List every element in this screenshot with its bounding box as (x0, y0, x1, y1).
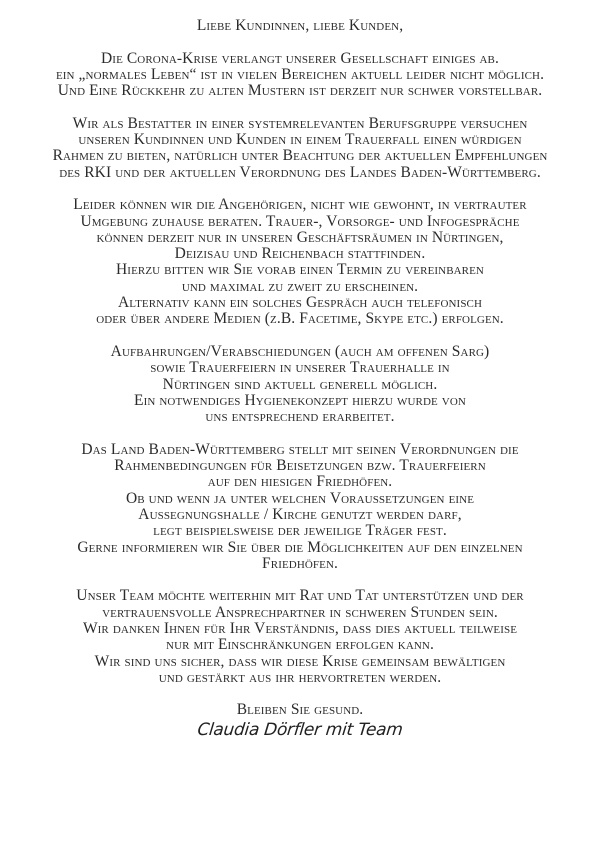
text-line: Ob und wenn ja unter welchen Voraussetzungen eine (125, 489, 475, 507)
letter-greeting (0, 18, 600, 34)
paragraph-team-support (0, 588, 600, 686)
text-line: des RKI und der aktuellen Verordnung des Landes Baden-Württemberg. (59, 163, 541, 181)
paragraph-funeral-services (0, 116, 600, 181)
text-line: Deizisau und Reichenbach stattfinden. (174, 245, 426, 263)
text-line: uns entsprechend erarbeitet. (205, 408, 395, 426)
text-line: Umgebung zuhause beraten. Trauer-, Vorsorge- und Infogespräche (80, 212, 520, 230)
text-line: Alternativ kann ein solches Gespräch auch telefonisch (117, 294, 483, 312)
text-line: unseren Kundinnen und Kunden in einem Trauerfall einen würdigen (78, 131, 522, 149)
text-line: vertrauensvolle Ansprechpartner in schweren Stunden sein. (102, 603, 498, 621)
text-line: Die Corona-Krise verlangt unserer Gesellschaft einiges ab. (101, 49, 499, 67)
letter (0, 18, 600, 741)
text-line: können derzeit nur in unseren Geschäftsräumen in Nürtingen, (96, 228, 504, 246)
text-line: Hierzu bitten wir Sie vorab einen Termin zu vereinbaren (116, 261, 484, 279)
paragraph-consultations (0, 197, 600, 327)
text-line: oder über andere Medien (z.B. Facetime, Skype etc.) erfolgen. (96, 310, 504, 328)
text-line: Leider können wir die Angehörigen, nicht wie gewohnt, in vertrauter (73, 196, 527, 214)
greeting-line: Liebe Kundinnen, liebe Kunden, (196, 17, 404, 34)
text-line: Wir als Bestatter in einer systemrelevanten Berufsgruppe versuchen (72, 114, 528, 132)
paragraph-viewings (0, 344, 600, 425)
text-line: Gerne informieren wir Sie über die Möglichkeiten auf den einzelnen (77, 538, 523, 556)
text-line: Unser Team möchte weiterhin mit Rat und Tat unterstützen und der (76, 587, 524, 605)
text-line: legt beispielsweise der jeweilige Träger fest. (153, 522, 447, 540)
text-line: nur mit Einschränkungen erfolgen kann. (166, 636, 434, 654)
text-line: und maximal zu zweit zu erscheinen. (181, 277, 419, 295)
closing-line: Bleiben Sie gesund. (236, 701, 364, 719)
text-line: Wir danken Ihnen für Ihr Verständnis, dass dies aktuell teilweise (82, 619, 518, 637)
text-line: Aussegnungshalle / Kirche genutzt werden darf, (138, 505, 462, 523)
text-line: Wir sind uns sicher, dass wir diese Krise gemeinsam bewältigen (94, 652, 506, 670)
text-line: Rahmenbedingungen für Beisetzungen bzw. Trauerfeiern (114, 457, 486, 475)
signature: Claudia Dörfler mit Team (196, 719, 404, 740)
text-line: Friedhöfen. (262, 554, 338, 572)
text-line: Rahmen zu bieten, natürlich unter Beachtung der aktuellen Empfehlungen (52, 147, 548, 165)
text-line: Aufbahrungen/Verabschiedungen (auch am offenen Sarg) (110, 342, 490, 360)
text-line: Und Eine Rückkehr zu alten Mustern ist derzeit nur schwer vorstellbar. (57, 82, 543, 100)
text-line: und gestärkt aus ihr hervortreten werden. (158, 668, 442, 686)
paragraph-regulations (0, 442, 600, 572)
text-line: Das Land Baden-Württemberg stellt mit seinen Verordnungen die (81, 440, 519, 458)
text-line: ein „normales Leben“ ist in vielen Bereichen aktuell leider nicht möglich. (55, 65, 545, 83)
text-line: auf den hiesigen Friedhöfen. (207, 473, 393, 491)
text-line: Ein notwendiges Hygienekonzept hierzu wurde von (134, 391, 466, 409)
paragraph-corona-crisis (0, 51, 600, 100)
letter-closing (0, 702, 600, 740)
text-line: sowie Trauerfeiern in unserer Trauerhalle in (150, 359, 450, 377)
text-line: Nürtingen sind aktuell generell möglich. (162, 375, 438, 393)
